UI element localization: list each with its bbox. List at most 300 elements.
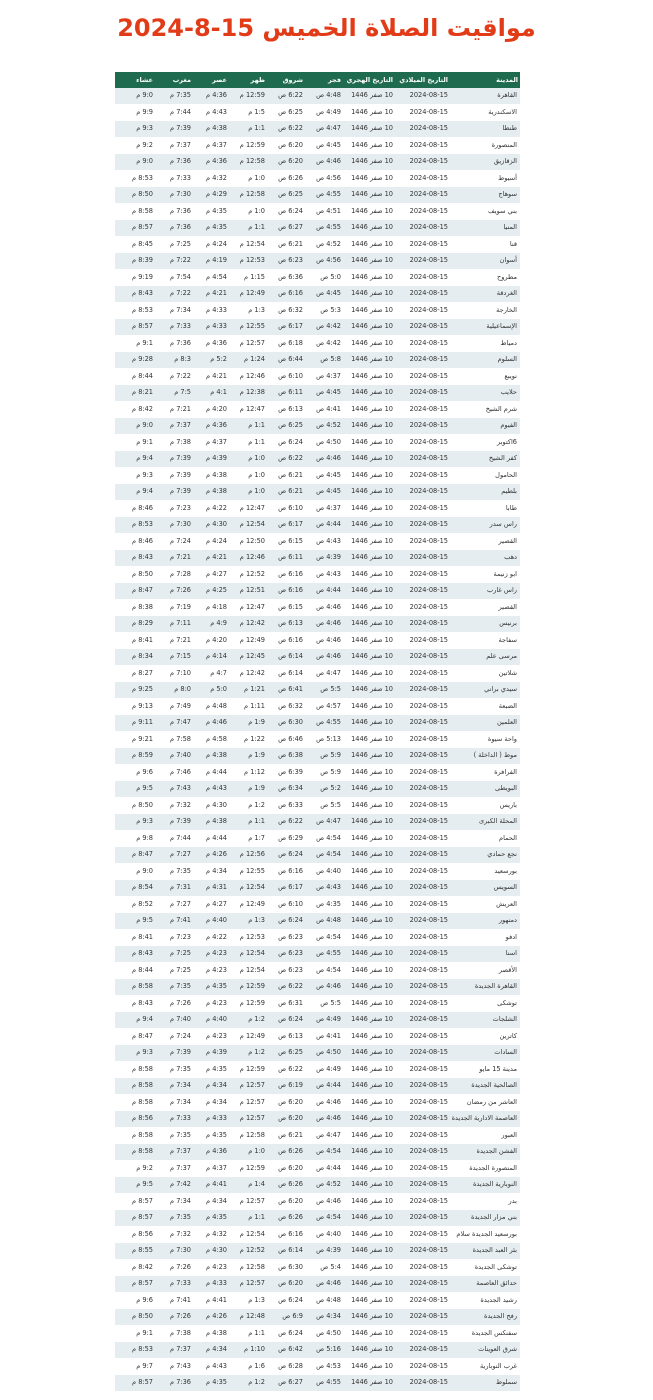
cell-asr: 4:34 م: [193, 1193, 229, 1210]
cell-sunrise: 6:41 ص: [267, 682, 305, 699]
cell-sunrise: 6:32 ص: [267, 698, 305, 715]
cell-isha: 9:0 م: [115, 154, 155, 171]
cell-hijri-date: 10 صفر 1446: [343, 979, 395, 996]
cell-city: مدينة 15 مايو: [450, 1061, 520, 1078]
cell-isha: 8:29 م: [115, 616, 155, 633]
cell-city: بدر: [450, 1193, 520, 1210]
table-row: [115, 1012, 520, 1029]
cell-gregorian-date: 2024-08-15: [395, 1078, 450, 1095]
cell-isha: 9:5 م: [115, 781, 155, 798]
cell-isha: 9:6 م: [115, 1292, 155, 1309]
cell-city: قنا: [450, 236, 520, 253]
cell-hijri-date: 10 صفر 1446: [343, 962, 395, 979]
cell-maghrib: 7:36 م: [155, 154, 193, 171]
table-row: [115, 418, 520, 435]
cell-maghrib: 7:34 م: [155, 1078, 193, 1095]
cell-city: باريس: [450, 797, 520, 814]
cell-maghrib: 7:43 م: [155, 1358, 193, 1375]
cell-isha: 9:1 م: [115, 434, 155, 451]
cell-gregorian-date: 2024-08-15: [395, 781, 450, 798]
cell-sunrise: 6:29 ص: [267, 830, 305, 847]
cell-asr: 4:38 م: [193, 467, 229, 484]
cell-city: الحمام: [450, 830, 520, 847]
cell-city: غرب النوبارية: [450, 1358, 520, 1375]
cell-maghrib: 7:34 م: [155, 302, 193, 319]
cell-dhuhr: 12:57 م: [229, 335, 267, 352]
cell-asr: 4:38 م: [193, 748, 229, 765]
cell-sunrise: 6:22 ص: [267, 979, 305, 996]
cell-maghrib: 7:37 م: [155, 1160, 193, 1177]
cell-sunrise: 6:18 ص: [267, 335, 305, 352]
cell-asr: 4:23 م: [193, 1259, 229, 1276]
cell-asr: 4:27 م: [193, 896, 229, 913]
cell-gregorian-date: 2024-08-15: [395, 830, 450, 847]
cell-dhuhr: 1:0 م: [229, 203, 267, 220]
cell-sunrise: 6:28 ص: [267, 1358, 305, 1375]
table-row: [115, 88, 520, 104]
cell-fajr: 5:5 ص: [305, 797, 343, 814]
cell-sunrise: 6:25 ص: [267, 1045, 305, 1062]
table-row: [115, 385, 520, 402]
cell-sunrise: 6:11 ص: [267, 550, 305, 567]
cell-dhuhr: 12:49 م: [229, 896, 267, 913]
cell-isha: 9:21 م: [115, 731, 155, 748]
cell-hijri-date: 10 صفر 1446: [343, 880, 395, 897]
cell-gregorian-date: 2024-08-15: [395, 1045, 450, 1062]
cell-maghrib: 7:37 م: [155, 1144, 193, 1161]
cell-gregorian-date: 2024-08-15: [395, 1094, 450, 1111]
cell-asr: 4:7 م: [193, 665, 229, 682]
cell-gregorian-date: 2024-08-15: [395, 368, 450, 385]
cell-isha: 8:38 م: [115, 599, 155, 616]
cell-maghrib: 7:39 م: [155, 467, 193, 484]
cell-sunrise: 6:20 ص: [267, 137, 305, 154]
table-row: [115, 1259, 520, 1276]
cell-dhuhr: 1:1 م: [229, 418, 267, 435]
cell-dhuhr: 12:57 م: [229, 1094, 267, 1111]
cell-asr: 4:30 م: [193, 517, 229, 534]
cell-city: ابو زنيمة: [450, 566, 520, 583]
cell-fajr: 4:57 ص: [305, 698, 343, 715]
cell-asr: 4:44 م: [193, 764, 229, 781]
cell-city: رشيد الجديدة: [450, 1292, 520, 1309]
cell-hijri-date: 10 صفر 1446: [343, 781, 395, 798]
table-row: [115, 797, 520, 814]
cell-gregorian-date: 2024-08-15: [395, 121, 450, 138]
cell-hijri-date: 10 صفر 1446: [343, 665, 395, 682]
cell-isha: 8:42 م: [115, 401, 155, 418]
cell-dhuhr: 12:58 م: [229, 1127, 267, 1144]
cell-asr: 4:48 م: [193, 698, 229, 715]
table-row: [115, 286, 520, 303]
cell-city: طنطا: [450, 121, 520, 138]
cell-asr: 4:33 م: [193, 319, 229, 336]
cell-sunrise: 6:9 ص: [267, 1309, 305, 1326]
cell-city: راس غارب: [450, 583, 520, 600]
cell-dhuhr: 12:54 م: [229, 517, 267, 534]
cell-maghrib: 7:25 م: [155, 946, 193, 963]
cell-asr: 4:35 م: [193, 203, 229, 220]
table-row: [115, 1226, 520, 1243]
cell-sunrise: 6:24 ص: [267, 913, 305, 930]
cell-hijri-date: 10 صفر 1446: [343, 500, 395, 517]
cell-city: بئر العبد الجديدة: [450, 1243, 520, 1260]
cell-isha: 9:2 م: [115, 1160, 155, 1177]
cell-city: القاهرة الجديدة: [450, 979, 520, 996]
cell-maghrib: 7:41 م: [155, 913, 193, 930]
header-dhuhr: ظهر: [229, 72, 267, 88]
cell-sunrise: 6:36 ص: [267, 269, 305, 286]
cell-city: نويبع: [450, 368, 520, 385]
cell-hijri-date: 10 صفر 1446: [343, 1028, 395, 1045]
cell-hijri-date: 10 صفر 1446: [343, 1210, 395, 1227]
cell-asr: 4:35 م: [193, 1375, 229, 1392]
cell-dhuhr: 1:6 م: [229, 1358, 267, 1375]
cell-isha: 8:53 م: [115, 170, 155, 187]
cell-asr: 4:23 م: [193, 995, 229, 1012]
cell-fajr: 4:54 ص: [305, 830, 343, 847]
cell-gregorian-date: 2024-08-15: [395, 220, 450, 237]
cell-dhuhr: 1:10 م: [229, 1342, 267, 1359]
cell-hijri-date: 10 صفر 1446: [343, 484, 395, 501]
cell-fajr: 5:8 ص: [305, 352, 343, 369]
cell-hijri-date: 10 صفر 1446: [343, 946, 395, 963]
cell-asr: 4:34 م: [193, 1078, 229, 1095]
cell-dhuhr: 1:0 م: [229, 170, 267, 187]
cell-maghrib: 7:39 م: [155, 484, 193, 501]
cell-city: الغردقة: [450, 286, 520, 303]
cell-asr: 4:20 م: [193, 401, 229, 418]
cell-maghrib: 8:0 م: [155, 682, 193, 699]
cell-gregorian-date: 2024-08-15: [395, 517, 450, 534]
cell-gregorian-date: 2024-08-15: [395, 896, 450, 913]
cell-asr: 4:21 م: [193, 286, 229, 303]
table-row: [115, 335, 520, 352]
cell-asr: 4:35 م: [193, 1061, 229, 1078]
cell-gregorian-date: 2024-08-15: [395, 500, 450, 517]
table-row: [115, 995, 520, 1012]
cell-gregorian-date: 2024-08-15: [395, 880, 450, 897]
cell-dhuhr: 12:49 م: [229, 1028, 267, 1045]
cell-isha: 8:50 م: [115, 187, 155, 204]
cell-maghrib: 7:38 م: [155, 434, 193, 451]
cell-fajr: 4:40 ص: [305, 863, 343, 880]
cell-fajr: 4:43 ص: [305, 533, 343, 550]
cell-dhuhr: 12:47 م: [229, 500, 267, 517]
cell-isha: 8:53 م: [115, 517, 155, 534]
cell-maghrib: 7:49 م: [155, 698, 193, 715]
cell-city: السادات: [450, 1045, 520, 1062]
cell-sunrise: 6:21 ص: [267, 1127, 305, 1144]
cell-gregorian-date: 2024-08-15: [395, 1061, 450, 1078]
cell-dhuhr: 1:0 م: [229, 484, 267, 501]
table-row: [115, 121, 520, 138]
cell-isha: 8:58 م: [115, 979, 155, 996]
table-row: [115, 863, 520, 880]
cell-dhuhr: 1:11 م: [229, 698, 267, 715]
cell-hijri-date: 10 صفر 1446: [343, 995, 395, 1012]
cell-maghrib: 7:26 م: [155, 583, 193, 600]
table-row: [115, 1045, 520, 1062]
cell-gregorian-date: 2024-08-15: [395, 847, 450, 864]
header-gregorian-date: التاريخ الميلادي: [395, 72, 450, 88]
cell-gregorian-date: 2024-08-15: [395, 467, 450, 484]
cell-city: بلطيم: [450, 484, 520, 501]
cell-dhuhr: 1:1 م: [229, 121, 267, 138]
cell-hijri-date: 10 صفر 1446: [343, 1111, 395, 1128]
cell-hijri-date: 10 صفر 1446: [343, 467, 395, 484]
cell-maghrib: 7:26 م: [155, 1309, 193, 1326]
cell-sunrise: 6:24 ص: [267, 434, 305, 451]
cell-city: الزقازيق: [450, 154, 520, 171]
cell-maghrib: 7:23 م: [155, 929, 193, 946]
cell-dhuhr: 12:59 م: [229, 995, 267, 1012]
cell-hijri-date: 10 صفر 1446: [343, 1160, 395, 1177]
cell-gregorian-date: 2024-08-15: [395, 1292, 450, 1309]
cell-sunrise: 6:26 ص: [267, 1210, 305, 1227]
cell-dhuhr: 1:1 م: [229, 220, 267, 237]
cell-fajr: 4:55 ص: [305, 1375, 343, 1392]
cell-fajr: 4:55 ص: [305, 715, 343, 732]
cell-hijri-date: 10 صفر 1446: [343, 731, 395, 748]
cell-hijri-date: 10 صفر 1446: [343, 1276, 395, 1293]
cell-asr: 4:44 م: [193, 830, 229, 847]
cell-sunrise: 6:16 ص: [267, 583, 305, 600]
table-body: [115, 88, 520, 1391]
cell-fajr: 4:37 ص: [305, 500, 343, 517]
cell-fajr: 4:37 ص: [305, 368, 343, 385]
cell-hijri-date: 10 صفر 1446: [343, 1061, 395, 1078]
table-row: [115, 1358, 520, 1375]
cell-gregorian-date: 2024-08-15: [395, 698, 450, 715]
cell-dhuhr: 1:21 م: [229, 682, 267, 699]
cell-hijri-date: 10 صفر 1446: [343, 1309, 395, 1326]
cell-dhuhr: 12:54 م: [229, 946, 267, 963]
cell-fajr: 5:13 ص: [305, 731, 343, 748]
cell-isha: 8:50 م: [115, 566, 155, 583]
cell-dhuhr: 1:3 م: [229, 1292, 267, 1309]
cell-maghrib: 7:39 م: [155, 814, 193, 831]
cell-fajr: 5:3 ص: [305, 302, 343, 319]
table-row: [115, 533, 520, 550]
cell-sunrise: 6:24 ص: [267, 1012, 305, 1029]
cell-hijri-date: 10 صفر 1446: [343, 1127, 395, 1144]
cell-dhuhr: 1:7 م: [229, 830, 267, 847]
table-row: [115, 962, 520, 979]
cell-dhuhr: 12:42 م: [229, 616, 267, 633]
cell-maghrib: 7:33 م: [155, 1111, 193, 1128]
cell-isha: 8:58 م: [115, 1078, 155, 1095]
cell-hijri-date: 10 صفر 1446: [343, 599, 395, 616]
table-row: [115, 847, 520, 864]
cell-isha: 8:46 م: [115, 533, 155, 550]
cell-city: الضبعة: [450, 698, 520, 715]
cell-dhuhr: 12:54 م: [229, 962, 267, 979]
cell-gregorian-date: 2024-08-15: [395, 88, 450, 104]
cell-city: الصالحية الجديدة: [450, 1078, 520, 1095]
table-row: [115, 748, 520, 765]
cell-hijri-date: 10 صفر 1446: [343, 1045, 395, 1062]
cell-sunrise: 6:21 ص: [267, 236, 305, 253]
cell-hijri-date: 10 صفر 1446: [343, 583, 395, 600]
cell-hijri-date: 10 صفر 1446: [343, 847, 395, 864]
cell-fajr: 4:47 ص: [305, 121, 343, 138]
cell-fajr: 4:45 ص: [305, 137, 343, 154]
cell-city: المنيا: [450, 220, 520, 237]
cell-fajr: 5:2 ص: [305, 781, 343, 798]
cell-maghrib: 7:30 م: [155, 187, 193, 204]
cell-isha: 9:25 م: [115, 682, 155, 699]
cell-asr: 4:30 م: [193, 797, 229, 814]
cell-fajr: 4:54 ص: [305, 1210, 343, 1227]
cell-city: الإسماعيلية: [450, 319, 520, 336]
cell-hijri-date: 10 صفر 1446: [343, 1358, 395, 1375]
cell-isha: 8:57 م: [115, 1210, 155, 1227]
cell-maghrib: 7:25 م: [155, 236, 193, 253]
cell-fajr: 4:51 ص: [305, 203, 343, 220]
cell-gregorian-date: 2024-08-15: [395, 682, 450, 699]
table-row: [115, 715, 520, 732]
cell-maghrib: 7:30 م: [155, 1243, 193, 1260]
cell-dhuhr: 12:53 م: [229, 929, 267, 946]
cell-gregorian-date: 2024-08-15: [395, 913, 450, 930]
table-row: [115, 1276, 520, 1293]
table-row: [115, 467, 520, 484]
cell-asr: 4:38 م: [193, 1325, 229, 1342]
cell-fajr: 4:54 ص: [305, 1144, 343, 1161]
cell-city: كاترين: [450, 1028, 520, 1045]
cell-fajr: 4:45 ص: [305, 484, 343, 501]
cell-sunrise: 6:26 ص: [267, 1177, 305, 1194]
cell-isha: 8:52 م: [115, 896, 155, 913]
cell-sunrise: 6:16 ص: [267, 632, 305, 649]
cell-gregorian-date: 2024-08-15: [395, 1358, 450, 1375]
cell-gregorian-date: 2024-08-15: [395, 1111, 450, 1128]
cell-city: القصير: [450, 599, 520, 616]
header-maghrib: مغرب: [155, 72, 193, 88]
table-row: [115, 566, 520, 583]
cell-dhuhr: 12:54 م: [229, 236, 267, 253]
cell-gregorian-date: 2024-08-15: [395, 418, 450, 435]
cell-asr: 4:23 م: [193, 1028, 229, 1045]
cell-maghrib: 7:27 م: [155, 896, 193, 913]
cell-maghrib: 7:24 م: [155, 533, 193, 550]
cell-maghrib: 7:11 م: [155, 616, 193, 633]
cell-dhuhr: 12:58 م: [229, 154, 267, 171]
cell-hijri-date: 10 صفر 1446: [343, 121, 395, 138]
cell-asr: 4:39 م: [193, 1045, 229, 1062]
cell-city: القاهرة: [450, 88, 520, 104]
cell-gregorian-date: 2024-08-15: [395, 1210, 450, 1227]
cell-isha: 8:54 م: [115, 880, 155, 897]
cell-fajr: 4:54 ص: [305, 962, 343, 979]
cell-city: بورسعيد: [450, 863, 520, 880]
cell-maghrib: 7:21 م: [155, 401, 193, 418]
cell-gregorian-date: 2024-08-15: [395, 583, 450, 600]
cell-sunrise: 6:24 ص: [267, 1325, 305, 1342]
table-row: [115, 1292, 520, 1309]
cell-hijri-date: 10 صفر 1446: [343, 220, 395, 237]
cell-asr: 4:24 م: [193, 533, 229, 550]
cell-gregorian-date: 2024-08-15: [395, 187, 450, 204]
cell-dhuhr: 12:58 م: [229, 1259, 267, 1276]
cell-dhuhr: 1:9 م: [229, 715, 267, 732]
cell-hijri-date: 10 صفر 1446: [343, 253, 395, 270]
cell-isha: 8:41 م: [115, 929, 155, 946]
cell-fajr: 4:49 ص: [305, 1012, 343, 1029]
cell-isha: 9:1 م: [115, 1325, 155, 1342]
cell-hijri-date: 10 صفر 1446: [343, 1012, 395, 1029]
cell-isha: 8:55 م: [115, 1243, 155, 1260]
cell-city: السويس: [450, 880, 520, 897]
cell-hijri-date: 10 صفر 1446: [343, 566, 395, 583]
cell-asr: 4:46 م: [193, 715, 229, 732]
cell-sunrise: 6:24 ص: [267, 203, 305, 220]
cell-fajr: 4:43 ص: [305, 880, 343, 897]
cell-dhuhr: 12:57 م: [229, 1078, 267, 1095]
cell-gregorian-date: 2024-08-15: [395, 599, 450, 616]
cell-sunrise: 6:34 ص: [267, 781, 305, 798]
table-row: [115, 269, 520, 286]
cell-city: سوهاج: [450, 187, 520, 204]
cell-maghrib: 7:23 م: [155, 500, 193, 517]
cell-gregorian-date: 2024-08-15: [395, 1259, 450, 1276]
cell-asr: 4:36 م: [193, 418, 229, 435]
cell-sunrise: 6:20 ص: [267, 1160, 305, 1177]
table-row: [115, 913, 520, 930]
cell-maghrib: 7:40 م: [155, 748, 193, 765]
table-row: [115, 649, 520, 666]
cell-gregorian-date: 2024-08-15: [395, 1012, 450, 1029]
table-row: [115, 665, 520, 682]
table-row: [115, 880, 520, 897]
cell-fajr: 4:44 ص: [305, 517, 343, 534]
cell-hijri-date: 10 صفر 1446: [343, 1342, 395, 1359]
cell-sunrise: 6:13 ص: [267, 401, 305, 418]
cell-sunrise: 6:23 ص: [267, 253, 305, 270]
cell-gregorian-date: 2024-08-15: [395, 797, 450, 814]
cell-city: سيدي براني: [450, 682, 520, 699]
cell-city: رفح الجديدة: [450, 1309, 520, 1326]
cell-asr: 4:20 م: [193, 632, 229, 649]
cell-hijri-date: 10 صفر 1446: [343, 649, 395, 666]
cell-isha: 8:42 م: [115, 1259, 155, 1276]
cell-sunrise: 6:20 ص: [267, 1094, 305, 1111]
cell-isha: 8:46 م: [115, 500, 155, 517]
cell-gregorian-date: 2024-08-15: [395, 1325, 450, 1342]
cell-asr: 4:36 م: [193, 335, 229, 352]
cell-dhuhr: 1:1 م: [229, 814, 267, 831]
cell-sunrise: 6:13 ص: [267, 1028, 305, 1045]
cell-dhuhr: 1:3 م: [229, 302, 267, 319]
cell-asr: 4:32 م: [193, 170, 229, 187]
cell-gregorian-date: 2024-08-15: [395, 1177, 450, 1194]
cell-hijri-date: 10 صفر 1446: [343, 1193, 395, 1210]
cell-maghrib: 7:39 م: [155, 121, 193, 138]
cell-isha: 8:47 م: [115, 847, 155, 864]
cell-dhuhr: 1:0 م: [229, 467, 267, 484]
cell-gregorian-date: 2024-08-15: [395, 154, 450, 171]
cell-isha: 8:58 م: [115, 1094, 155, 1111]
table-row: [115, 517, 520, 534]
cell-city: الفشن الجديدة: [450, 1144, 520, 1161]
cell-dhuhr: 12:59 م: [229, 88, 267, 104]
cell-sunrise: 6:16 ص: [267, 863, 305, 880]
cell-gregorian-date: 2024-08-15: [395, 616, 450, 633]
cell-isha: 8:41 م: [115, 632, 155, 649]
cell-fajr: 5:16 ص: [305, 1342, 343, 1359]
cell-asr: 4:38 م: [193, 484, 229, 501]
